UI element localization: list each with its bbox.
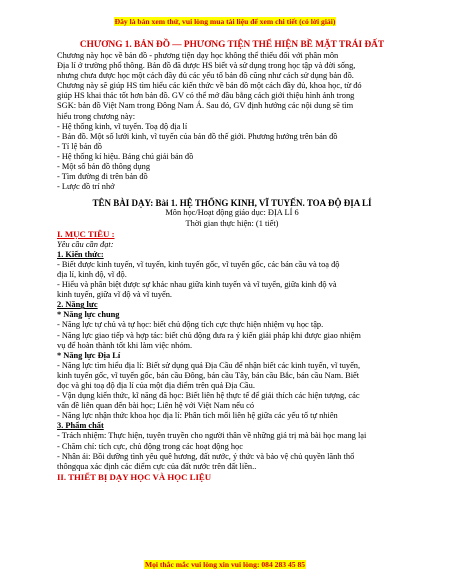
- topic-item: - Tìm đường đi trên bản đồ: [57, 172, 148, 182]
- topic-item: - Tỉ lệ bản đồ: [57, 141, 102, 151]
- chapter-title: CHƯƠNG 1. BẢN ĐỒ — PHƯƠNG TIỆN THỂ HIỆN BỀ MẶT TRÁI ĐẤT: [79, 40, 385, 50]
- geo-competency-heading: * Năng lực Địa Lí: [57, 350, 121, 360]
- geo-competency-line: - Vận dụng kiến thức, kĩ năng đã học: Biết liên hệ thực tế để giải thích các hiện tượng, các: [57, 391, 360, 401]
- knowledge-line: - Biết được kinh tuyến, vĩ tuyến, kinh tuyến gốc, vĩ tuyến gốc, các bán cầu và toạ độ: [57, 259, 340, 269]
- preview-banner: [0, 17, 450, 26]
- intro-line: nhưng chưa được học một cách đầy đủ các yếu tố bản đồ cũng như cách sử dụng bản đồ.: [57, 71, 354, 81]
- quality-line: - Chăm chỉ: tích cực, chủ động trong các hoạt động học: [57, 441, 243, 451]
- topic-item: - Hệ thống kí hiệu. Bảng chú giải bản đồ: [57, 151, 194, 161]
- intro-line: SGK: bản đồ Việt Nam trong Đông Nam Á. Sau đó, GV định hướng các nội dung sẽ tìm: [57, 101, 354, 111]
- chapter-topic-list: [57, 122, 407, 193]
- quality-heading: 3. Phẩm chất: [57, 421, 104, 431]
- document-content: [57, 39, 407, 482]
- chapter-intro: [57, 51, 407, 122]
- knowledge-line: kinh tuyến, giữa vĩ độ và vĩ tuyến.: [57, 290, 173, 300]
- lesson-duration: Thời gian thực hiện: (1 tiết): [185, 218, 279, 228]
- geo-competency-line: - Năng lực nhận thức khoa học địa lí: Phân tích mối liên hệ giữa các yếu tố tự nhiên: [57, 411, 338, 421]
- lesson-subject: Môn học/Hoạt động giáo dục: ĐỊA LÍ 6: [165, 208, 299, 218]
- general-competency-line: vụ để hoàn thành tốt khi làm việc nhóm.: [57, 340, 193, 350]
- intro-line: giúp HS khai thác tốt hơn bản đồ. GV có thể mở đầu bằng cách giới thiệu hình ảnh trong: [57, 91, 355, 101]
- general-competency-line: - Năng lực giao tiếp và hợp tác: biết chủ động đưa ra ý kiến giải pháp khi được giao nhiệm: [57, 330, 361, 340]
- geo-competency-line: kinh tuyến gốc, vĩ tuyến gốc, bán cầu Đông, bán cầu Tây, bán cầu Bắc, bán cầu Nam. Biết: [57, 370, 360, 380]
- topic-item: - Bản đồ. Một số lưới kinh, vĩ tuyến của bản đồ thế giới. Phương hướng trên bản đồ: [57, 131, 338, 141]
- topic-item: - Lược đồ trí nhớ: [57, 182, 115, 192]
- preview-banner-text: Đây là bản xem thử, vui lòng mua tài liệu để xem chi tiết (có lời giải): [114, 17, 336, 26]
- equipment-heading: II. THIẾT BỊ DẠY HỌC VÀ HỌC LIỆU: [57, 471, 212, 482]
- knowledge-heading: 1. Kiến thức:: [57, 249, 104, 259]
- topic-item: - Hệ thống kinh, vĩ tuyến. Toạ độ địa lí: [57, 121, 188, 131]
- competency-heading: 2. Năng lực: [57, 300, 98, 310]
- quality-line: thôngqua xác định các điểm cực của đất nước trên đất liền..: [57, 461, 257, 471]
- quality-line: - Nhân ái: Bồi dưỡng tình yêu quê hương, đất nước, ý thức và bảo vệ chủ quyền lãnh thổ: [57, 451, 355, 461]
- contact-banner: [0, 560, 450, 569]
- objectives-need: Yêu cầu cần đạt:: [57, 239, 114, 249]
- geo-competency-line: - Năng lực tìm hiểu địa lí: Biết sử dụng quả Địa Cầu để nhận biết các kinh tuyến, vĩ tuyến,: [57, 360, 361, 370]
- intro-line: hiểu trong chương này:: [57, 111, 136, 121]
- geo-competency-line: vấn đề liên quan đến bài học; Liên hệ với Việt Nam nếu có: [57, 401, 255, 411]
- intro-line: Địa lí ở trường phổ thông. Bản đồ đã được HS biết và sử dụng trong học tập và đời sống,: [57, 61, 356, 71]
- contact-banner-text: Mọi thắc mắc vui lòng xin vui lòng: 084 283 45 85: [144, 560, 306, 569]
- geo-competency-line: đọc và ghi toạ độ địa lí của một địa điểm trên quả Địa Cầu.: [57, 381, 255, 390]
- topic-item: - Một số bản đồ thông dụng: [57, 162, 151, 172]
- quality-line: - Trách nhiệm: Thực hiện, tuyên truyền cho người thân về những giá trị mà bài học mang lại: [57, 431, 367, 441]
- intro-line: Chương này học về bản đồ - phương tiện dạy học không thể thiếu đối với phân môn: [57, 51, 339, 60]
- knowledge-line: địa lí, kinh độ, vĩ độ.: [57, 269, 127, 279]
- general-competency-heading: * Năng lực chung: [57, 310, 120, 320]
- general-competency-line: - Năng lực tự chủ và tự học: biết chủ động tích cực thực hiện nhiệm vụ học tập.: [57, 320, 324, 330]
- knowledge-line: - Hiểu và phân biệt được sự khác nhau giữa kinh tuyến và vĩ tuyến, giữa kinh độ và: [57, 280, 337, 290]
- lesson-title: TÊN BÀI DẠY: Bài 1. HỆ THỐNG KINH, VĨ TUYẾN. TOA ĐỘ ĐỊA LÍ: [92, 198, 372, 209]
- intro-line: Chương này sẽ giúp HS tìm hiểu các kiến thức về bản đồ một cách đầy đủ, khoa học, từ đó: [57, 81, 362, 91]
- objectives-heading: I. MỤC TIÊU :: [57, 228, 115, 239]
